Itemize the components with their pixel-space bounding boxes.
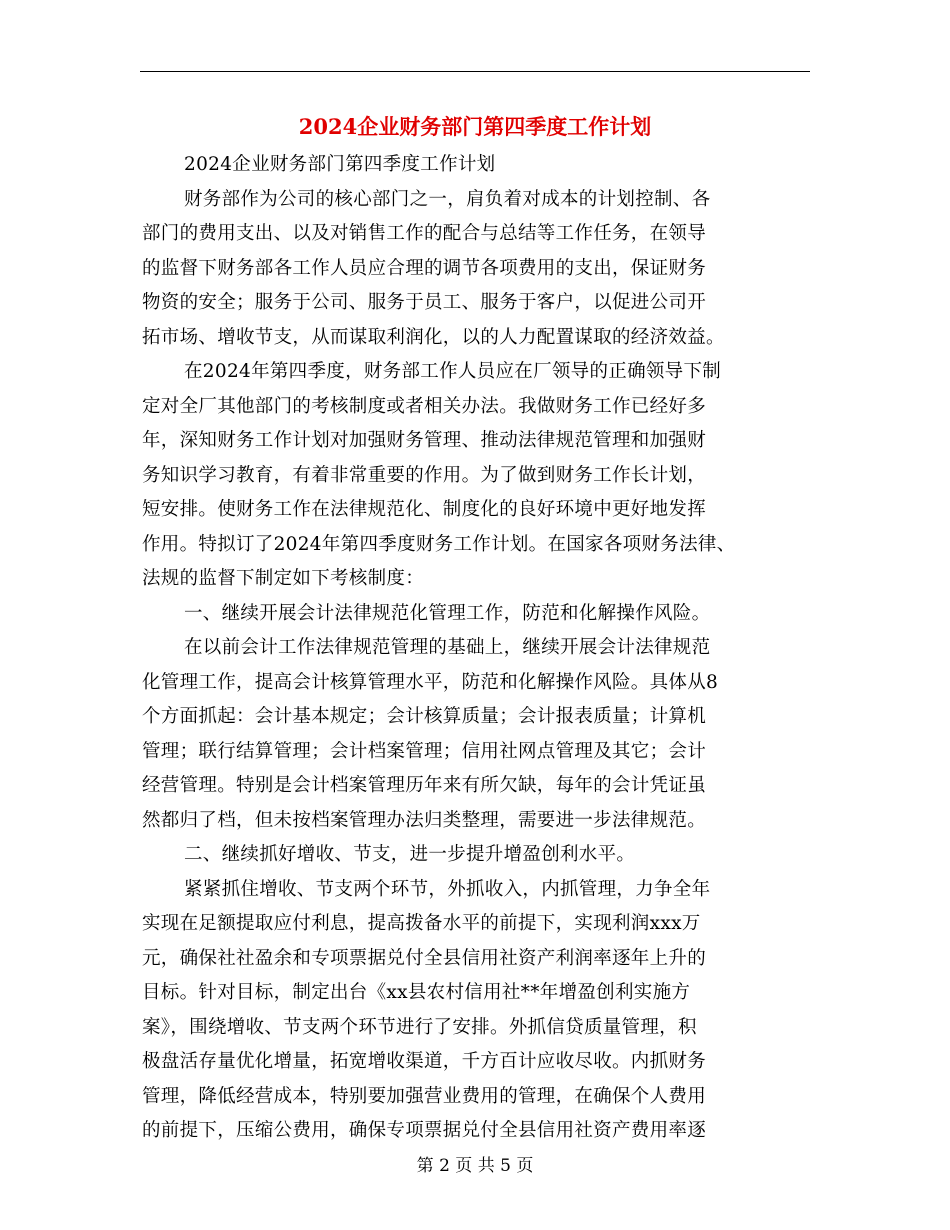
text-line: 紧紧抓住增收、节支两个环节，外抓收入，内抓管理，力争全年 [184, 878, 711, 900]
text-line: 化管理工作，提高会计核算管理水平，防范和化解操作风险。具体从8 [142, 671, 719, 693]
text-line: 部门的费用支出、以及对销售工作的配合与总结等工作任务，在领导 [142, 223, 707, 244]
document-body [142, 148, 810, 1149]
text-line: 作用。特拟订了2024年第四季度财务工作计划。在国家各项财务法律、 [142, 533, 736, 555]
text-line: 在2024年第四季度，财务部工作人员应在厂领导的正确领导下制 [184, 361, 722, 382]
text-line: 极盘活存量优化增量，拓宽增收渠道，千方百计应收尽收。内抓财务 [142, 1051, 707, 1072]
text-line: 定对全厂其他部门的考核制度或者相关办法。我做财务工作已经好多 [142, 395, 707, 417]
text-line: 法规的监督下制定如下考核制度： [142, 568, 425, 589]
text-line: 元，确保社社盈余和专项票据兑付全县信用社资产利润率逐年上升的 [142, 947, 707, 969]
page-number: 第 2 页 共 5 页 [416, 1156, 534, 1176]
text-line: 一、继续开展会计法律规范化管理工作，防范和化解操作风险。 [184, 602, 711, 624]
text-line: 年，深知财务工作计划对加强财务管理、推动法律规范管理和加强财 [142, 430, 707, 451]
text-line: 目标。针对目标，制定出台《xx县农村信用社**年增盈创利实施方 [142, 982, 691, 1003]
header-rule [140, 71, 810, 72]
text-line: 的前提下，压缩公费用，确保专项票据兑付全县信用社资产费用率逐 [142, 1120, 707, 1141]
text-line: 财务部作为公司的核心部门之一，肩负着对成本的计划控制、各 [184, 188, 711, 210]
document-title: 2024企业财务部门第四季度工作计划 [298, 114, 652, 139]
text-line: 经营管理。特别是会计档案管理历年来有所欠缺，每年的会计凭证虽 [142, 775, 707, 796]
text-line: 案》，围绕增收、节支两个环节进行了安排。外抓信贷质量管理，积 [142, 1016, 697, 1038]
text-line: 管理；联行结算管理；会计档案管理；信用社网点管理及其它；会计 [142, 740, 707, 762]
text-line: 实现在足额提取应付利息，提高拨备水平的前提下，实现利润xxx万 [142, 913, 701, 934]
text-line: 务知识学习教育，有着非常重要的作用。为了做到财务工作长计划， [142, 464, 707, 486]
text-line: 在以前会计工作法律规范管理的基础上，继续开展会计法律规范 [184, 637, 711, 658]
text-line: 个方面抓起：会计基本规定；会计核算质量；会计报表质量；计算机 [142, 706, 707, 727]
text-line: 的监督下财务部各工作人员应合理的调节各项费用的支出，保证财务 [142, 257, 707, 279]
text-line: 物资的安全；服务于公司、服务于员工、服务于客户，以促进公司开 [142, 292, 707, 313]
text-line: 管理，降低经营成本，特别要加强营业费用的管理，在确保个人费用 [142, 1085, 707, 1107]
text-line: 然都归了档，但未按档案管理办法归类整理，需要进一步法律规范。 [142, 809, 707, 831]
text-line: 2024企业财务部门第四季度工作计划 [184, 154, 496, 175]
text-line: 短安排。使财务工作在法律规范化、制度化的良好环境中更好地发挥 [142, 499, 707, 520]
text-line: 二、继续抓好增收、节支，进一步提升增盈创利水平。 [184, 844, 636, 865]
text-line: 拓市场、增收节支，从而谋取利润化，以的人力配置谋取的经济效益。 [142, 326, 725, 348]
